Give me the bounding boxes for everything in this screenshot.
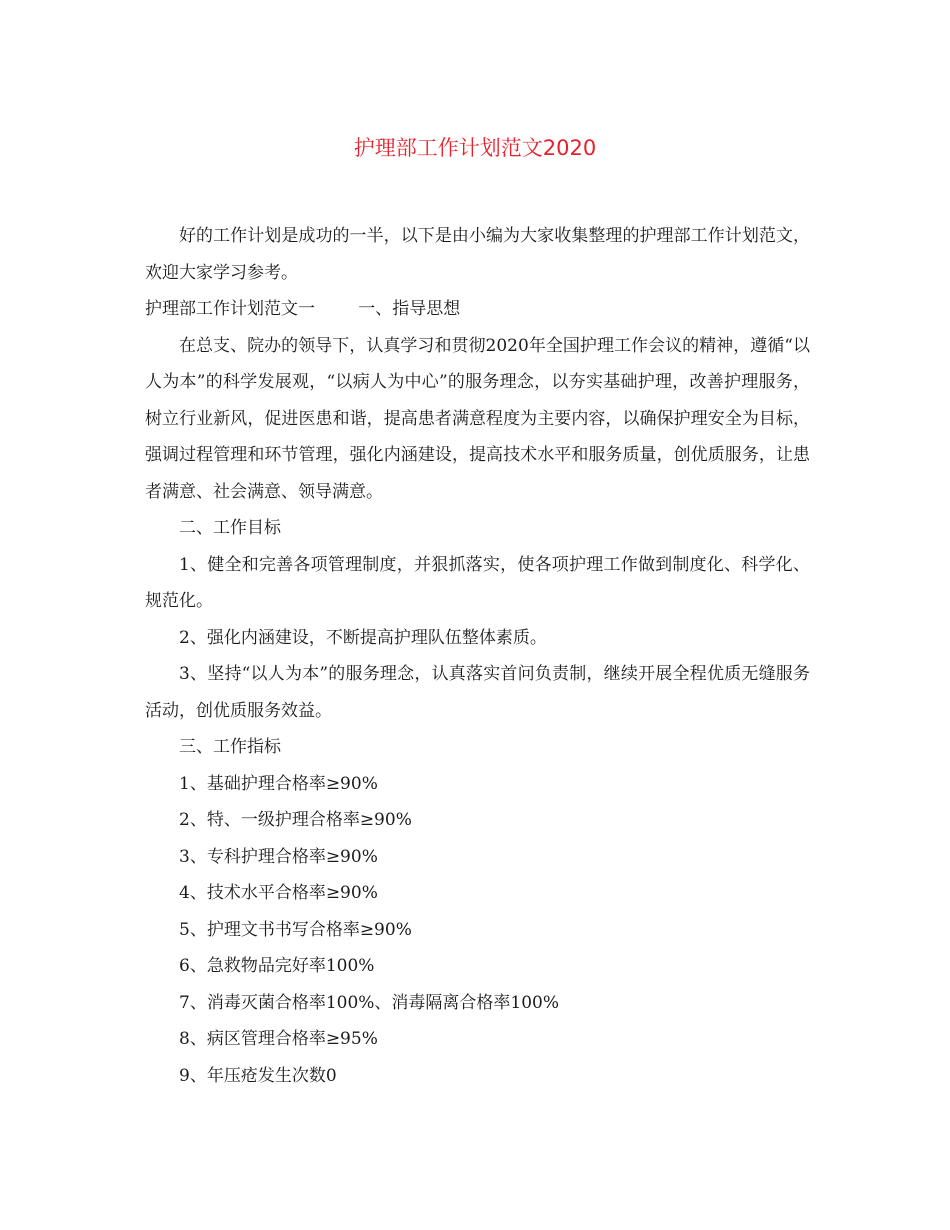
indicator-item: 5、护理文书书写合格率≥90% <box>179 919 412 940</box>
indicator-item: 8、病区管理合格率≥95% <box>179 1029 378 1049</box>
goal-item: 2、强化内涵建设，不断提高护理队伍整体素质。 <box>179 627 547 648</box>
indicators-heading: 三、工作指标 <box>179 737 281 757</box>
document-title: 护理部工作计划范文2020 <box>353 136 597 160</box>
goal-item: 3、坚持“以人为本”的服务理念，认真落实首问负责制，继续开展全程优质无缝服务活动，创优质服务效益。 <box>145 664 810 721</box>
goal-item: 1、健全和完善各项管理制度，并狠抓落实，使各项护理工作做到制度化、科学化、规范化。 <box>145 554 810 611</box>
indicator-item: 1、基础护理合格率≥90% <box>179 773 378 794</box>
document-body <box>145 218 810 1094</box>
intro-paragraph: 好的工作计划是成功的一半，以下是由小编为大家收集整理的护理部工作计划范文，欢迎大家学习参考。 <box>145 226 810 283</box>
section-heading: 护理部工作计划范文一 一、指导思想 <box>145 299 461 319</box>
guiding-paragraph: 在总支、院办的领导下，认真学习和贯彻2020年全国护理工作会议的精神，遵循“以人为本”的科学发展观，“以病人为中心”的服务理念，以夯实基础护理，改善护理服务，树立行业新风，促进医患和谐，提高患者满意程度为主要内容，以确保护理安全为目标，强调过程管理和环节管理，强化内涵建设，提高技术水平和服务质量，创优质服务，让患者满意、社会满意、领导满意。 <box>145 335 810 502</box>
indicator-item: 7、消毒灭菌合格率100%、消毒隔离合格率100% <box>179 992 560 1013</box>
indicator-item: 6、急救物品完好率100% <box>179 956 375 976</box>
indicator-item: 9、年压疮发生次数0 <box>179 1065 337 1086</box>
goals-heading: 二、工作目标 <box>179 518 281 538</box>
indicator-item: 3、专科护理合格率≥90% <box>179 846 378 867</box>
indicator-item: 2、特、一级护理合格率≥90% <box>179 810 412 830</box>
indicator-item: 4、技术水平合格率≥90% <box>179 883 378 903</box>
